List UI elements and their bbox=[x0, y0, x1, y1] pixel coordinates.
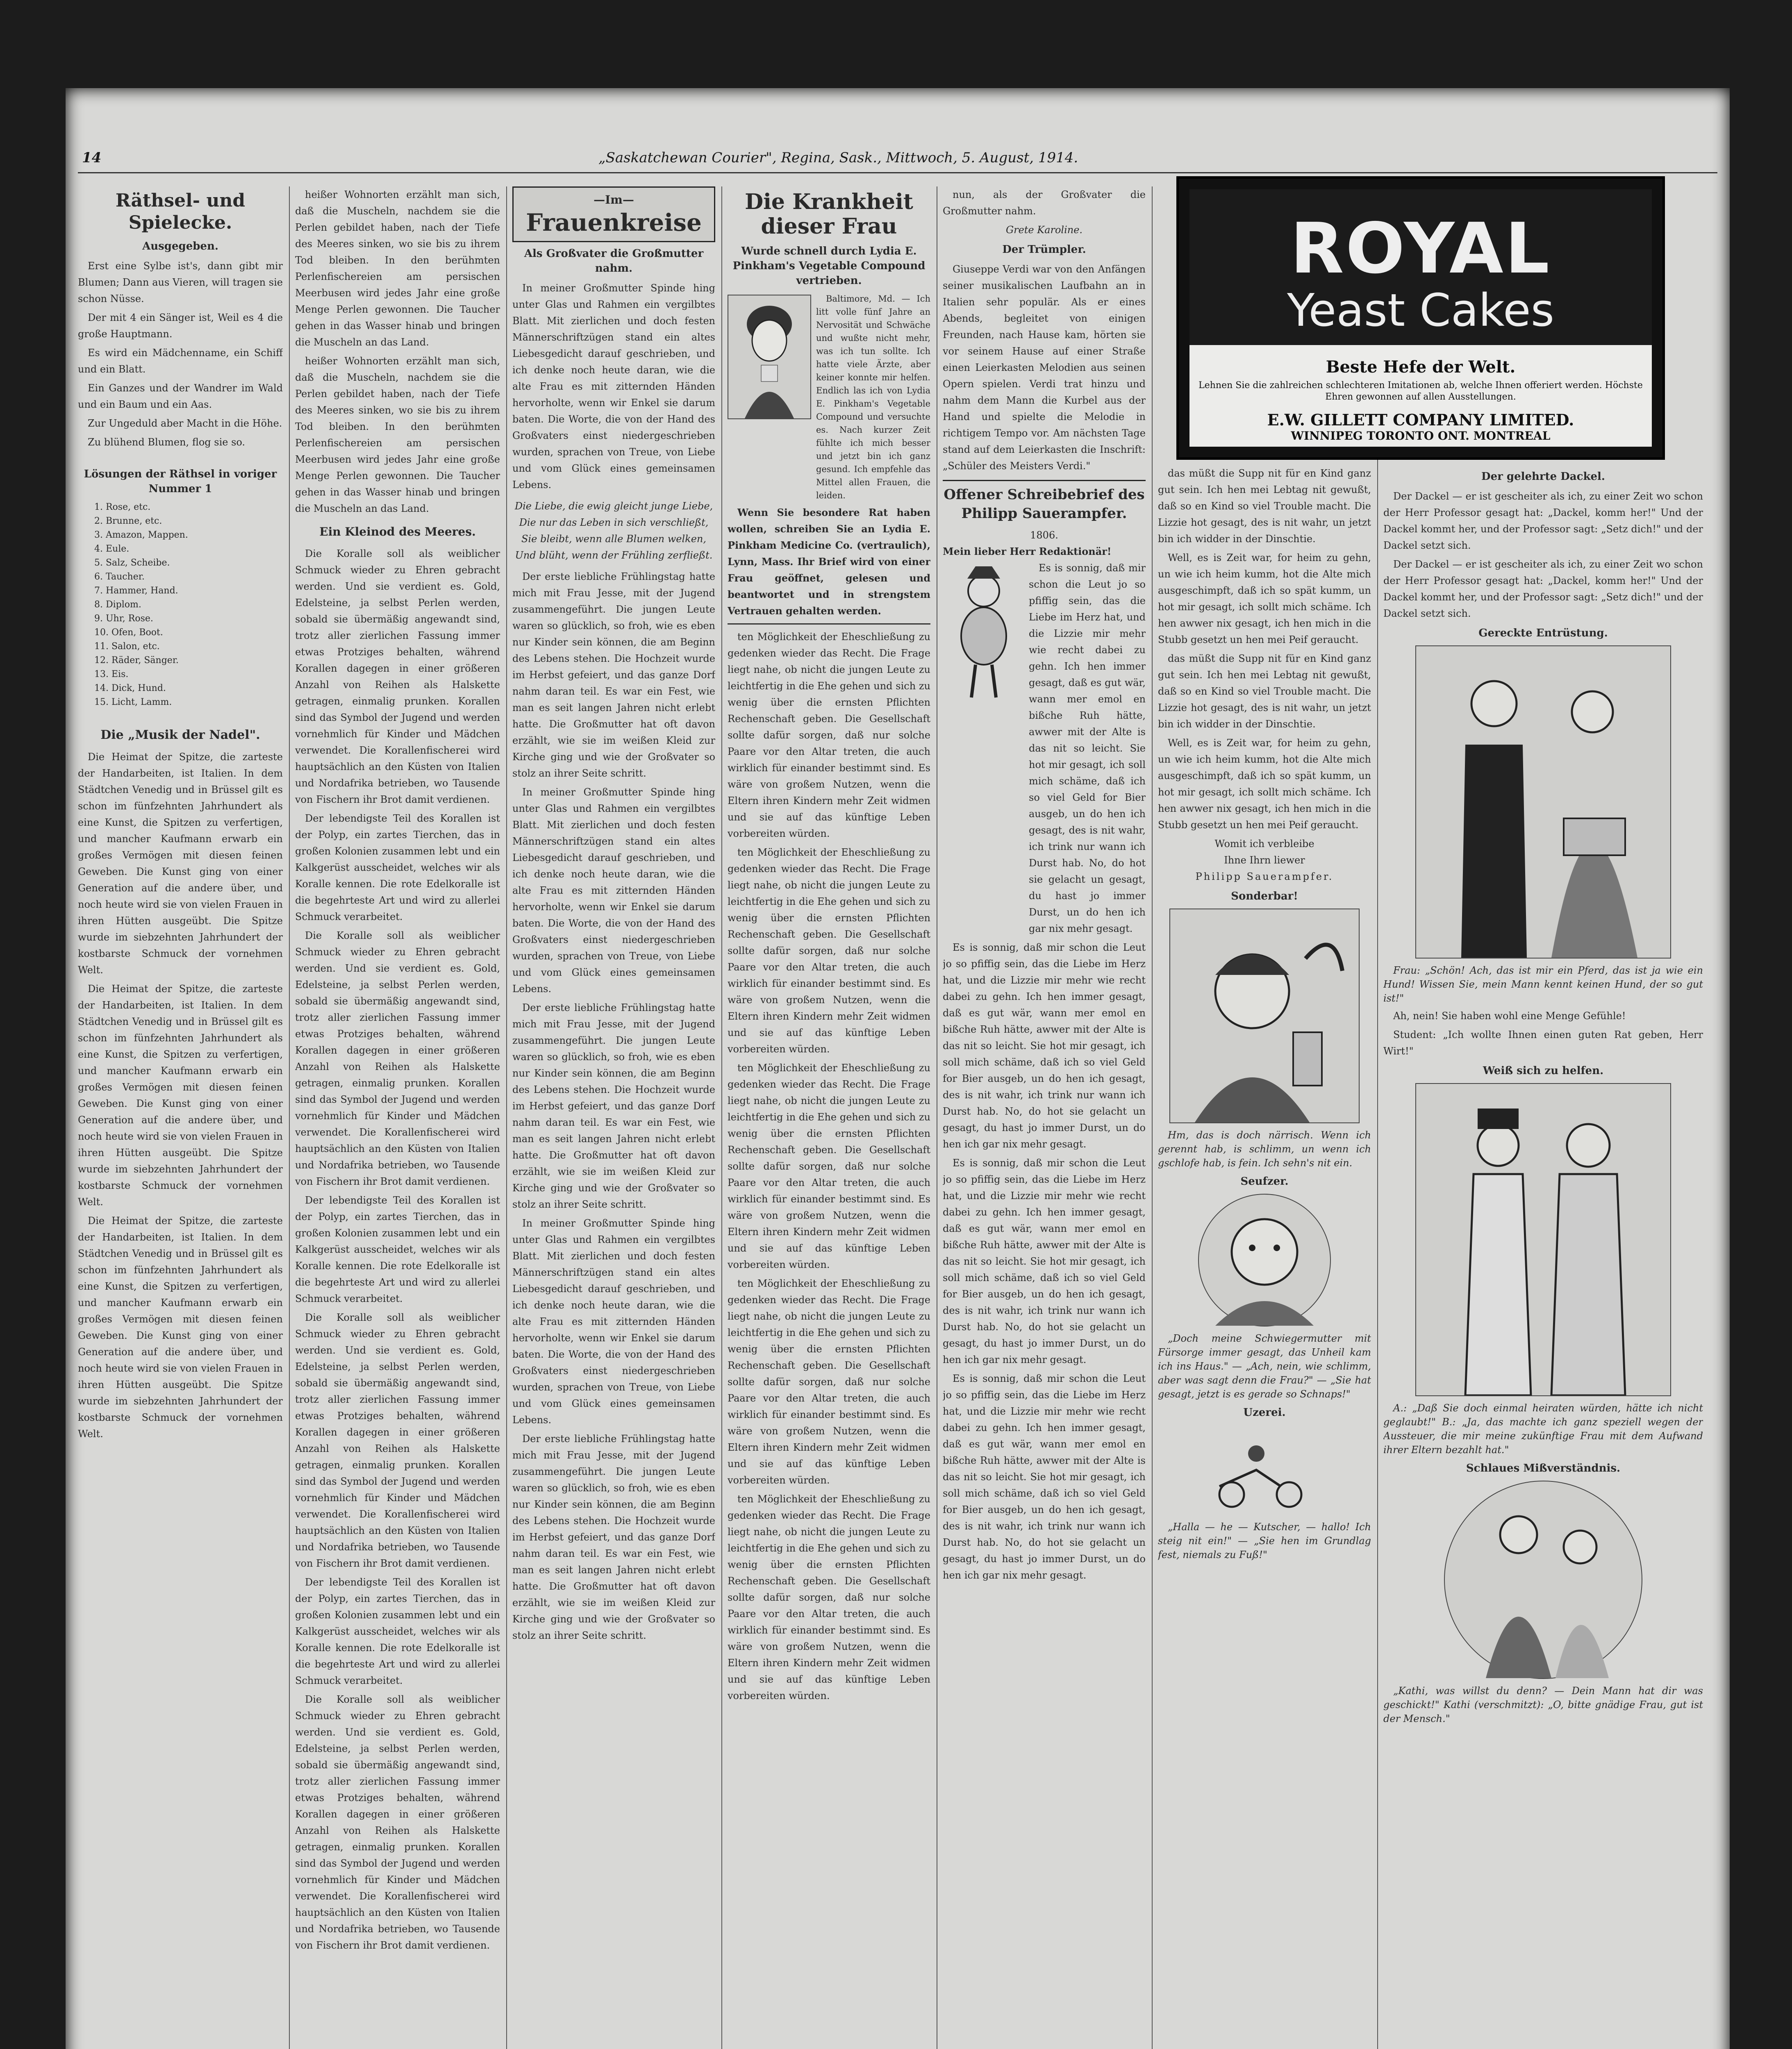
column-divider bbox=[1377, 457, 1378, 2049]
sauerampfer-figure-image bbox=[943, 562, 1025, 702]
closing-line: Ihne Ihrn liewer bbox=[1224, 854, 1305, 866]
article-text: Der erste liebliche Frühlingstag hatte mich mit Frau Jesse, mit der Jugend zusammengeführt. Die jungen Leute waren so glücklich, so froh, wie es eben nur Kinder sein können, die am Beginn des Lebens stehen. Die Hochzeit wurde im Herbst gefeiert, und das ganze Dorf nahm daran teil. Es war ein Fest, wie man es seit langen Jahren nicht erlebt hatte. Die Großmutter hat oft davon erzählt, wie sie im weißen Kleid zur Kirche ging und wie der Großvater so stolz an ihrer Seite schritt. bbox=[512, 1002, 715, 1210]
letter-text: Es is sonnig, daß mir schon die Leut jo so pfiffig sein, das die Liebe im Herz hat, und die Lizzie mir mehr wie recht dabei zu gehn. Ich hen immer gesagt, daß es gut wär, wann mer emol en bißche Ruh hätte, awwer mit der Alte is das nit so leicht. Sie hot mir gesagt, ich soll mich schäme, daß ich so viel Geld for Bier ausgeb, un do hen ich gesagt, des is nit wahr, ich trink nur wann ich Durst hab. No, do hot sie gelacht un gesagt, du hast jo immer Durst, un do hen ich gar nix mehr gesagt. bbox=[943, 942, 1146, 1150]
letter-text: Es is sonnig, daß mir schon die Leut jo so pfiffig sein, das die Liebe im Herz hat, und die Lizzie mir mehr wie recht dabei zu gehn. Ich hen immer gesagt, daß es gut wär, wann mer emol en bißche Ruh hätte, awwer mit der Alte is das nit so leicht. Sie hot mir gesagt, ich soll mich schäme, daß ich so viel Geld for Bier ausgeb, un do hen ich gesagt, des is nit wahr, ich trink nur wann ich Durst hab. No, do hot sie gelacht un gesagt, du hast jo immer Durst, un do hen ich gar nix mehr gesagt. bbox=[943, 1373, 1146, 1581]
article-text: Der lebendigste Teil des Korallen ist der Polyp, ein zartes Tierchen, das in großen Kolonien zusammen lebt und ein Kalkgerüst ausscheidet, welches wir als Koralle kennen. Die rote Edelkoralle ist die begehrteste Art und wird zu allerlei Schmuck verarbeitet. bbox=[295, 1195, 500, 1304]
article-text: nun, als der Großvater die Großmutter nahm. bbox=[943, 189, 1146, 217]
column-sauerampfer bbox=[943, 186, 1146, 2049]
figure-drawing bbox=[943, 562, 1025, 702]
letter-body bbox=[943, 560, 1146, 939]
ad-cities: WINNIPEG TORONTO ONT. MONTREAL bbox=[1291, 429, 1551, 443]
solutions-heading: Lösungen der Räthsel in voriger Nummer 1 bbox=[84, 468, 277, 495]
article-text: heißer Wohnorten erzählt man sich, daß die Muscheln, nachdem sie die Perlen gebildet haben, nach der Tiefe des Meeres sinken, wo sie bis zu ihrem Tod bleiben. In den berühmten Perlenfischereien am persischen Meerbusen wird jedes Jahr eine große Menge Perlen gewonnen. Die Taucher gehen in das Wasser hinab und bringen die Muscheln an das Land. bbox=[295, 189, 500, 348]
poem-line: Die nur das Leben in sich verschließt, bbox=[519, 517, 709, 528]
maid-drawing bbox=[1445, 1481, 1642, 1678]
article-text: ten Möglichkeit der Eheschließung zu gedenken wieder das Recht. Die Frage liegt nahe, ob nicht die jungen Leute zu leichtfertig in die Ehe gehen und sich zu wenig über die ernsten Pflichten Rechenschaft geben. Die Gesellschaft sollte dafür sorgen, daß nur solche Paare vor den Altar treten, die auch wirklich für einander bestimmt sind. Es wäre von großem Nutzen, wenn die Eltern ihren Kindern mehr Zeit widmen und sie auf das künftige Leben vorbereiten würden. bbox=[728, 847, 930, 1055]
solution-item: 15. Licht, Lamm. bbox=[94, 697, 172, 707]
article-text: Der Dackel — er ist gescheiter als ich, zu einer Zeit wo schon der Herr Professor gesagt hat: „Dackel, komm her!" Und der Dackel kommt her, und der Professor sagt: „Setz dich!" und der Dackel setzt sich. bbox=[1383, 559, 1703, 619]
cartoon-caption: A.: „Daß Sie doch einmal heiraten würden, hätte ich nicht geglaubt!" B.: „Ja, das machte ich ganz speziell wegen der Aussteuer, die mir meine zukünftige Frau mit dem Aufwand ihrer Eltern bezahlt hat." bbox=[1383, 1402, 1703, 1456]
section-title: Der gelehrte Dackel. bbox=[1481, 470, 1605, 483]
sighing-man-drawing bbox=[1199, 1195, 1330, 1326]
article-text: ten Möglichkeit der Eheschließung zu gedenken wieder das Recht. Die Frage liegt nahe, ob nicht die jungen Leute zu leichtfertig in die Ehe gehen und sich zu wenig über die ernsten Pflichten Rechenschaft geben. Die Gesellschaft sollte dafür sorgen, daß nur solche Paare vor den Altar treten, die auch wirklich für einander bestimmt sind. Es wäre von großem Nutzen, wenn die Eltern ihren Kindern mehr Zeit widmen und sie auf das künftige Leben vorbereiten würden. bbox=[728, 1278, 930, 1486]
section-title: Der Trümpler. bbox=[1002, 243, 1086, 256]
drinking-man-drawing bbox=[1170, 909, 1359, 1122]
closing-signature: Philipp Sauerampfer. bbox=[1195, 871, 1334, 882]
column-frauenkreise bbox=[512, 186, 715, 2049]
maid-cartoon-image bbox=[1444, 1481, 1642, 1679]
carriage-drawing bbox=[1207, 1425, 1322, 1515]
solution-item: 8. Diplom. bbox=[94, 600, 141, 610]
article-text: Der erste liebliche Frühlingstag hatte mich mit Frau Jesse, mit der Jugend zusammengeführt. Die jungen Leute waren so glücklich, so froh, wie es eben nur Kinder sein können, die am Beginn des Lebens stehen. Die Hochzeit wurde im Herbst gefeiert, und das ganze Dorf nahm daran teil. Es war ein Fest, wie man es seit langen Jahren nicht erlebt hatte. Die Großmutter hat oft davon erzählt, wie sie im weißen Kleid zur Kirche ging und wie der Großvater so stolz an ihrer Seite schritt. bbox=[512, 1433, 715, 1641]
frauenkreise-header bbox=[512, 186, 715, 242]
couple-drawing bbox=[1416, 646, 1670, 958]
riddle: Zur Ungeduld aber Macht in die Höhe. bbox=[88, 418, 282, 429]
riddle: Der mit 4 ein Sänger ist, Weil es 4 die große Hauptmann. bbox=[78, 312, 283, 340]
ad-headline bbox=[728, 190, 930, 239]
article-text: In meiner Großmutter Spinde hing unter Glas und Rahmen ein vergilbtes Blatt. Mit zierlichen und doch festen Männerschriftzügen stand ein altes Liebesgedicht darauf geschrieben, und ich denke noch heute daran, wie die alte Frau es mit zitternden Händen hervorholte, wenn wir Enkel sie darum baten. Die Worte, die von der Hand des Großvaters einst niedergeschrieben wurden, sprachen von Treue, von Liebe und vom Glück eines gemeinsamen Lebens. bbox=[512, 786, 715, 995]
article-text: Die Heimat der Spitze, die zarteste der Handarbeiten, ist Italien. In dem Städtchen Venedig und in Brüssel gilt es schon im fünfzehnten Jahrhundert als eine Kunst, die Spitzen zu verfertigen, und mancher Kaufmann erwarb ein großes Vermögen mit diesen feinen Geweben. Die Kunst ging von einer Generation auf die andere über, und noch heute wird sie von vielen Frauen in ihren Hütten ausgeübt. Die Spitze wurde im siebzehnten Jahrhundert der kostbarste Schmuck der vornehmen Welt. bbox=[78, 1215, 283, 1440]
letter-text: das müßt die Supp nit für en Kind ganz gut sein. Ich hen mei Lebtag nit gewußt, daß so en Kind so viel Trouble macht. Die Lizzie hot gesagt, des is nit wahr, un jetzt bin ich widder in der Dinschtie. bbox=[1158, 653, 1371, 730]
article-text: Die Heimat der Spitze, die zarteste der Handarbeiten, ist Italien. In dem Städtchen Venedig und in Brüssel gilt es schon im fünfzehnten Jahrhundert als eine Kunst, die Spitzen zu verfertigen, und mancher Kaufmann erwarb ein großes Vermögen mit diesen feinen Geweben. Die Kunst ging von einer Generation auf die andere über, und noch heute wird sie von vielen Frauen in ihren Hütten ausgeübt. Die Spitze wurde im siebzehnten Jahrhundert der kostbarste Schmuck der vornehmen Welt. bbox=[78, 983, 283, 1208]
column-humor bbox=[1383, 465, 1703, 2049]
article-text: heißer Wohnorten erzählt man sich, daß die Muscheln, nachdem sie die Perlen gebildet haben, nach der Tiefe des Meeres sinken, wo sie bis zu ihrem Tod bleiben. In den berühmten Perlenfischereien am persischen Meerbusen wird jedes Jahr eine große Menge Perlen gewonnen. Die Taucher gehen in das Wasser hinab und bringen die Muscheln an das Land. bbox=[295, 355, 500, 514]
sonderbar-cartoon-image bbox=[1169, 909, 1360, 1123]
newspaper-page bbox=[66, 88, 1730, 2049]
ad-subtitle: Wurde schnell durch Lydia E. Pinkham's Vegetable Compound vertrieben. bbox=[732, 245, 926, 287]
article-text: Die Koralle soll als weiblicher Schmuck wieder zu Ehren gebracht werden. Und sie verdient es. Gold, Edelsteine, ja selbst Perlen werden, sobald sie übermäßig angewandt sind, trotz aller zierlichen Fassung immer etwas Protziges behalten, während Korallen dagegen in einer größeren Anzahl von Reihen als Halskette getragen, einmalig prunken. Korallen sind das Symbol der Jugend und werden vornehmlich für Kinder und Mädchen verwendet. Die Korallenfischerei wird hauptsächlich an den Küsten von Italien und Nordafrika betrieben, wo Tausende von Fischern ihr Brot damit verdienen. bbox=[295, 1312, 500, 1569]
cartoon-title: Weiß sich zu helfen. bbox=[1483, 1065, 1604, 1077]
poem bbox=[512, 498, 715, 563]
two-men-drawing bbox=[1416, 1084, 1670, 1395]
ad-frame bbox=[1189, 189, 1652, 447]
ad-brand: ROYAL bbox=[1290, 208, 1551, 289]
section-title: Ein Kleinod des Meeres. bbox=[319, 525, 476, 538]
signature: Grete Karoline. bbox=[1005, 224, 1083, 236]
solution-item: 12. Räder, Sänger. bbox=[94, 655, 179, 666]
kicker: —Im— bbox=[594, 193, 634, 207]
cartoon-caption: „Halla — he — Kutscher, — hallo! Ich steig nit ein!" — „Sie hen im Grundlag fest, niemals zu Fuß!" bbox=[1158, 1521, 1371, 1561]
ad-text: Baltimore, Md. — Ich litt volle fünf Jahre an Nervosität und Schwäche und wußte nicht mehr, was ich tun sollte. Ich hatte viele Ärzte, aber keiner konnte mir helfen. Endlich las ich von Lydia E. Pinkham's Vegetable Compound und versuchte es. Nach kurzer Zeit fühlte ich mich besser und jetzt bin ich ganz gesund. Ich empfehle das Mittel allen Frauen, die leiden. bbox=[816, 294, 930, 500]
article-subtitle: Als Großvater die Großmutter nahm. bbox=[524, 248, 704, 275]
cartoon-caption: „Kathi, was willst du denn? — Dein Mann hat dir was geschickt!" Kathi (verschmitzt): „O, bitte gnädige Frau, gut ist der Mensch." bbox=[1383, 1685, 1703, 1724]
solution-item: 4. Eule. bbox=[94, 544, 130, 554]
article-text: In meiner Großmutter Spinde hing unter Glas und Rahmen ein vergilbtes Blatt. Mit zierlichen und doch festen Männerschriftzügen stand ein altes Liebesgedicht darauf geschrieben, und ich denke noch heute daran, wie die alte Frau es mit zitternden Händen hervorholte, wenn wir Enkel sie darum baten. Die Worte, die von der Hand des Großvaters einst niedergeschrieben wurden, sprachen von Treue, von Liebe und vom Glück eines gemeinsamen Lebens. bbox=[512, 1218, 715, 1426]
article-text: Giuseppe Verdi war von den Anfängen seiner musikalischen Laufbahn an in Italien sehr populär. Als er eines Abends, begleitet von einigen Freunden, nach Hause kam, hörten sie vor seinem Hause auf einer Straße einen Leierkasten Melodien aus seinen Opern spielen. Verdi trat hinzu und nahm dem Mann die Kurbel aus der Hand und spielte die Melodie in richtigem Tempo vor. Am nächsten Tage stand auf dem Leierkasten die Inschrift: „Schüler des Meisters Verdi." bbox=[943, 264, 1146, 472]
cartoon-caption: „Doch meine Schwiegermutter mit Fürsorge immer gesagt, das Unheil kam ich ins Haus." — „Ach, nein, wie schlimm, aber was sagt denn die Frau?" — „Sie hat gesagt, jetzt is es gerade so Schnaps!" bbox=[1158, 1333, 1371, 1400]
ad-headline-line2: dieser Frau bbox=[761, 214, 897, 239]
cartoon-title: Seufzer. bbox=[1240, 1175, 1289, 1188]
article-text: ten Möglichkeit der Eheschließung zu gedenken wieder das Recht. Die Frage liegt nahe, ob nicht die jungen Leute zu leichtfertig in die Ehe gehen und sich zu wenig über die ernsten Pflichten Rechenschaft geben. Die Gesellschaft sollte dafür sorgen, daß nur solche Paare vor den Altar treten, die auch wirklich für einander bestimmt sind. Es wäre von großem Nutzen, wenn die Eltern ihren Kindern mehr Zeit widmen und sie auf das künftige Leben vorbereiten würden. bbox=[728, 1493, 930, 1701]
article-text: Der lebendigste Teil des Korallen ist der Polyp, ein zartes Tierchen, das in großen Kolonien zusammen lebt und ein Kalkgerüst ausscheidet, welches wir als Koralle kennen. Die rote Edelkoralle ist die begehrteste Art und wird zu allerlei Schmuck verarbeitet. bbox=[295, 813, 500, 922]
letter-number: 1806. bbox=[1030, 529, 1058, 541]
solution-item: 7. Hammer, Hand. bbox=[94, 586, 178, 596]
letter-text: Well, es is Zeit war, for heim zu gehn, un wie ich heim kumm, hot die Alte mich ausgeschimpft, daß ich so spät kumm, un hot mir gesagt, ich sollt mich schäme. Ich hen awwer nix gesagt, ich hen mich in die Stubb gesetzt un hen mei Peif geraucht. bbox=[1158, 737, 1371, 831]
letter-text: Es is sonnig, daß mir schon die Leut jo so pfiffig sein, das die Liebe im Herz hat, und die Lizzie mir mehr wie recht dabei zu gehn. Ich hen immer gesagt, daß es gut wär, wann mer emol en bißche Ruh hätte, awwer mit der Alte is das nit so leicht. Sie hot mir gesagt, ich soll mich schäme, daß ich so viel Geld for Bier ausgeb, un do hen ich gesagt, des is nit wahr, ich trink nur wann ich Durst hab. No, do hot sie gelacht un gesagt, du hast jo immer Durst, un do hen ich gar nix mehr gesagt. bbox=[943, 1157, 1146, 1365]
couple-cartoon-image bbox=[1415, 645, 1671, 959]
seufzer-cartoon-image bbox=[1198, 1194, 1331, 1327]
article-text: Die Koralle soll als weiblicher Schmuck wieder zu Ehren gebracht werden. Und sie verdient es. Gold, Edelsteine, ja selbst Perlen werden, sobald sie übermäßig angewandt sind, trotz aller zierlichen Fassung immer etwas Protziges behalten, während Korallen dagegen in einer größeren Anzahl von Reihen als Halskette getragen, einmalig prunken. Korallen sind das Symbol der Jugend und werden vornehmlich für Kinder und Mädchen verwendet. Die Korallenfischerei wird hauptsächlich an den Küsten von Italien und Nordafrika betrieben, wo Tausende von Fischern ihr Brot damit verdienen. bbox=[295, 930, 500, 1187]
letter-text: das müßt die Supp nit für en Kind ganz gut sein. Ich hen mei Lebtag nit gewußt, daß so en Kind so viel Trouble macht. Die Lizzie hot gesagt, des is nit wahr, un jetzt bin ich widder in der Dinschtie. bbox=[1158, 468, 1371, 545]
solution-item: 13. Eis. bbox=[94, 669, 129, 679]
solution-item: 5. Salz, Scheibe. bbox=[94, 558, 170, 568]
riddle: Erst eine Sylbe ist's, dann gibt mir Blumen; Dann aus Vieren, will tragen sie schon Nüsse. bbox=[78, 260, 283, 304]
portrait-drawing bbox=[728, 295, 810, 418]
ad-company: E.W. GILLETT COMPANY LIMITED. bbox=[1267, 411, 1574, 429]
column-krankheit bbox=[728, 186, 930, 2049]
article-text: Die Heimat der Spitze, die zarteste der Handarbeiten, ist Italien. In dem Städtchen Venedig und in Brüssel gilt es schon im fünfzehnten Jahrhundert als eine Kunst, die Spitzen zu verfertigen, und mancher Kaufmann erwarb ein großes Vermögen mit diesen feinen Geweben. Die Kunst ging von einer Generation auf die andere über, und noch heute wird sie von vielen Frauen in ihren Hütten ausgeübt. Die Spitze wurde im siebzehnten Jahrhundert der kostbarste Schmuck der vornehmen Welt. bbox=[78, 751, 283, 976]
column-coral bbox=[295, 186, 500, 2049]
letter-title: Offener Schreibebrief des Philipp Sauerampfer. bbox=[943, 480, 1146, 523]
header-rule bbox=[78, 172, 1717, 173]
ad-note: Wenn Sie besondere Rat haben wollen, schreiben Sie an Lydia E. Pinkham Medicine Co. (vertraulich), Lynn, Mass. Ihr Brief wird von einer Frau geöffnet, gelesen und beantwortet und in strengstem Vertrauen gehalten werden. bbox=[728, 507, 930, 617]
ad-tagline: Beste Hefe der Welt. bbox=[1326, 357, 1516, 377]
article-text: ten Möglichkeit der Eheschließung zu gedenken wieder das Recht. Die Frage liegt nahe, ob nicht die jungen Leute zu leichtfertig in die Ehe gehen und sich zu wenig über die ernsten Pflichten Rechenschaft geben. Die Gesellschaft sollte dafür sorgen, daß nur solche Paare vor den Altar treten, die auch wirklich für einander bestimmt sind. Es wäre von großem Nutzen, wenn die Eltern ihren Kindern mehr Zeit widmen und sie auf das künftige Leben vorbereiten würden. bbox=[728, 1062, 930, 1270]
article-text: Die Koralle soll als weiblicher Schmuck wieder zu Ehren gebracht werden. Und sie verdient es. Gold, Edelsteine, ja selbst Perlen werden, sobald sie übermäßig angewandt sind, trotz aller zierlichen Fassung immer etwas Protziges behalten, während Korallen dagegen in einer größeren Anzahl von Reihen als Halskette getragen, einmalig prunken. Korallen sind das Symbol der Jugend und werden vornehmlich für Kinder und Mädchen verwendet. Die Korallenfischerei wird hauptsächlich an den Küsten von Italien und Nordafrika betrieben, wo Tausende von Fischern ihr Brot damit verdienen. bbox=[295, 1694, 500, 1951]
ad-product: Yeast Cakes bbox=[1287, 284, 1555, 336]
cartoon-title: Sonderbar! bbox=[1231, 890, 1298, 902]
cartoon-caption: Frau: „Schön! Ach, das ist mir ein Pferd, das ist ja wie ein Hund! Wissen Sie, mein Mann kennt keinen Hund, der so gut ist!" bbox=[1383, 965, 1703, 1004]
article-text: Der lebendigste Teil des Korallen ist der Polyp, ein zartes Tierchen, das in großen Kolonien zusammen lebt und ein Kalkgerüst ausscheidet, welches wir als Koralle kennen. Die rote Edelkoralle ist die begehrteste Art und wird zu allerlei Schmuck verarbeitet. bbox=[295, 1577, 500, 1686]
salutation: Mein lieber Herr Redaktionär! bbox=[943, 545, 1112, 557]
ad-note: Lehnen Sie die zahlreichen schlechteren Imitationen ab, welche Ihnen offeriert werden. Höchste Ehren gewonnen auf allen Ausstellungen. bbox=[1198, 380, 1643, 402]
poem-line: Sie bleibt, wenn alle Blumen welken, bbox=[521, 533, 706, 545]
closing-line: Womit ich verbleibe bbox=[1214, 838, 1314, 850]
riddle: Es wird ein Mädchenname, ein Schiff und ein Blatt. bbox=[78, 347, 283, 375]
page-header bbox=[66, 150, 1730, 174]
solution-list bbox=[78, 500, 283, 709]
solution-item: 9. Uhr, Rose. bbox=[94, 613, 153, 624]
cartoon-caption: Hm, das is doch närrisch. Wenn ich gerennt hab, is schlimm, un wenn ich gschlofe hab, is fein. Ich sehn's nit ein. bbox=[1158, 1129, 1371, 1169]
poem-line: Und blüht, wenn der Frühling zerfließt. bbox=[515, 550, 713, 561]
ad-headline-line1: Die Krankheit bbox=[745, 189, 913, 214]
article-text: In meiner Großmutter Spinde hing unter Glas und Rahmen ein vergilbtes Blatt. Mit zierlichen und doch festen Männerschriftzügen stand ein altes Liebesgedicht darauf geschrieben, und ich denke noch heute daran, wie die alte Frau es mit zitternden Händen hervorholte, wenn wir Enkel sie darum baten. Die Worte, die von der Hand des Großvaters einst niedergeschrieben wurden, sprachen von Treue, von Liebe und vom Glück eines gemeinsamen Lebens. bbox=[512, 282, 715, 491]
cartoon-title: Schlaues Mißverständnis. bbox=[1466, 1462, 1621, 1474]
column-puzzles bbox=[78, 186, 283, 2049]
divider bbox=[728, 623, 930, 625]
column-divider bbox=[1152, 186, 1153, 2049]
woman-portrait-image bbox=[728, 295, 811, 419]
article-text: Der Dackel — er ist gescheiter als ich, zu einer Zeit wo schon der Herr Professor gesagt hat: „Dackel, komm her!" Und der Dackel kommt her, und der Professor sagt: „Setz dich!" und der Dackel setzt sich. bbox=[1383, 491, 1703, 551]
solution-item: 3. Amazon, Mappen. bbox=[94, 530, 188, 540]
column-sauerampfer-cont bbox=[1158, 465, 1371, 2049]
uzerei-cartoon-image bbox=[1207, 1425, 1322, 1515]
solution-item: 14. Dick, Hund. bbox=[94, 683, 166, 693]
solution-item: 6. Taucher. bbox=[94, 572, 145, 582]
riddle: Zu blühend Blumen, flog sie so. bbox=[88, 436, 246, 448]
letter-text: Es is sonnig, daß mir schon die Leut jo so pfiffig sein, das die Liebe im Herz hat, und die Lizzie mir mehr wie recht dabei zu gehn. Ich hen immer gesagt, daß es gut wär, wann mer emol en bißche Ruh hätte, awwer mit der Alte is das nit so leicht. Sie hot mir gesagt, ich soll mich schäme, daß ich so viel Geld for Bier ausgeb, un do hen ich gesagt, des is nit wahr, ich trink nur wann ich Durst hab. No, do hot sie gelacht un gesagt, du hast jo immer Durst, un do hen ich gar nix mehr gesagt. bbox=[1029, 562, 1146, 934]
letter-text: Well, es is Zeit war, for heim zu gehn, un wie ich heim kumm, hot die Alte mich ausgeschimpft, daß ich so spät kumm, un hot mir gesagt, ich sollt mich schäme. Ich hen awwer nix gesagt, ich hen mich in die Stubb gesetzt un hen mei Peif geraucht. bbox=[1158, 552, 1371, 645]
royal-yeast-advertisement bbox=[1176, 176, 1665, 460]
column-divider bbox=[289, 186, 290, 2049]
article-text: Student: „Ich wollte Ihnen einen guten Rat geben, Herr Wirt!" bbox=[1383, 1029, 1703, 1057]
article-text: Der erste liebliche Frühlingstag hatte mich mit Frau Jesse, mit der Jugend zusammengeführt. Die jungen Leute waren so glücklich, so froh, wie es eben nur Kinder sein können, die am Beginn des Lebens stehen. Die Hochzeit wurde im Herbst gefeiert, und das ganze Dorf nahm daran teil. Es war ein Fest, wie man es seit langen Jahren nicht erlebt hatte. Die Großmutter hat oft davon erzählt, wie sie im weißen Kleid zur Kirche ging und wie der Großvater so stolz an ihrer Seite schritt. bbox=[512, 571, 715, 779]
column-divider bbox=[721, 186, 722, 2049]
puzzles-title: Räthsel- und Spielecke. bbox=[115, 190, 246, 233]
solution-item: 1. Rose, etc. bbox=[94, 502, 151, 512]
solution-item: 10. Ofen, Boot. bbox=[94, 627, 163, 638]
page-number: 14 bbox=[82, 150, 102, 166]
masthead: „Saskatchewan Courier", Regina, Sask., Mittwoch, 5. August, 1914. bbox=[598, 150, 1078, 166]
column-divider bbox=[506, 186, 507, 2049]
section-title: Die „Musik der Nadel". bbox=[100, 728, 260, 742]
article-text: Die Koralle soll als weiblicher Schmuck wieder zu Ehren gebracht werden. Und sie verdient es. Gold, Edelsteine, ja selbst Perlen werden, sobald sie übermäßig angewandt sind, trotz aller zierlichen Fassung immer etwas Protziges behalten, während Korallen dagegen in einer größeren Anzahl von Reihen als Halskette getragen, einmalig prunken. Korallen sind das Symbol der Jugend und werden vornehmlich für Kinder und Mädchen verwendet. Die Korallenfischerei wird hauptsächlich an den Küsten von Italien und Nordafrika betrieben, wo Tausende von Fischern ihr Brot damit verdienen. bbox=[295, 548, 500, 805]
riddle: Ein Ganzes und der Wandrer im Wald und ein Baum und ein Aas. bbox=[78, 382, 283, 410]
article-text: Ah, nein! Sie haben wohl eine Menge Gefühle! bbox=[1393, 1010, 1626, 1022]
frauenkreise-title: Frauenkreise bbox=[526, 209, 702, 236]
article-text: ten Möglichkeit der Eheschließung zu gedenken wieder das Recht. Die Frage liegt nahe, ob nicht die jungen Leute zu leichtfertig in die Ehe gehen und sich zu wenig über die ernsten Pflichten Rechenschaft geben. Die Gesellschaft sollte dafür sorgen, daß nur solche Paare vor den Altar treten, die auch wirklich für einander bestimmt sind. Es wäre von großem Nutzen, wenn die Eltern ihren Kindern mehr Zeit widmen und sie auf das künftige Leben vorbereiten würden. bbox=[728, 631, 930, 839]
ad-body bbox=[728, 292, 930, 504]
cartoon-title: Gereckte Entrüstung. bbox=[1478, 627, 1608, 639]
cartoon-title: Uzerei. bbox=[1243, 1406, 1286, 1419]
closing bbox=[1158, 836, 1371, 885]
poem-line: Die Liebe, die ewig gleicht junge Liebe, bbox=[514, 500, 713, 512]
solution-item: 11. Salon, etc. bbox=[94, 641, 160, 652]
puzzles-subtitle: Ausgegeben. bbox=[142, 240, 218, 252]
two-men-cartoon-image bbox=[1415, 1083, 1671, 1396]
solution-item: 2. Brunne, etc. bbox=[94, 516, 162, 526]
